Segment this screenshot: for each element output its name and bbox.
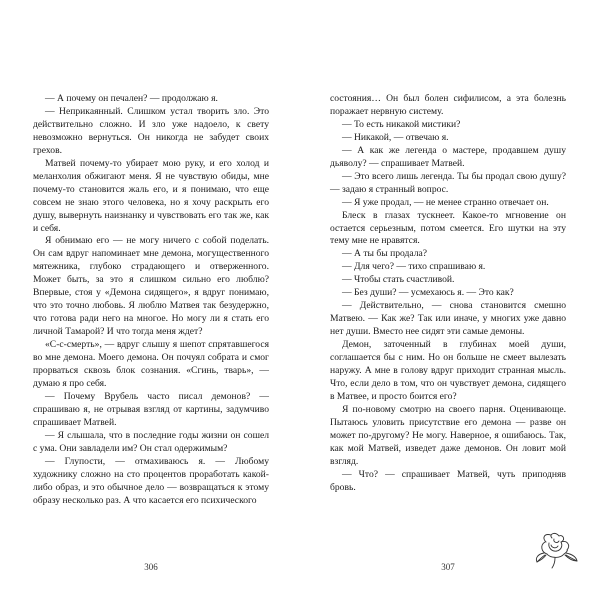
left-page-number: 306	[144, 562, 158, 572]
paragraph: — Я уже продал, — не менее странно отвечает он.	[342, 196, 549, 208]
right-text-column	[330, 93, 566, 495]
paragraph: — А ты бы продала?	[342, 248, 428, 260]
paragraph: — Я слышала, что в последние годы жизни он сошел с ума. Они завладели им? Он стал одержимым?	[33, 429, 269, 454]
right-page-number: 307	[441, 562, 455, 572]
paragraph: Блеск в глазах тускнеет. Какое-то мгновение он остается серьезным, потом смеется. Его шутки на эту тему мне не нравятся.	[330, 209, 566, 247]
paragraph: — Чтобы стать счастливой.	[342, 274, 455, 286]
paragraph: — Глупости, — отмахиваюсь я. — Любому художнику сложно на сто процентов проработать какой-либо образ, и это обычное дело — возвращаться к этому образу несколько раз. А что касается его психического	[33, 455, 269, 506]
paragraph: — Никакой, — отвечаю я.	[342, 131, 449, 143]
left-text-column	[33, 93, 269, 508]
paragraph: Я обнимаю его — не могу ничего с собой поделать. Он сам вдруг напоминает мне демона, могущественного мятежника, глубоко страдающего и отверженного. Может быть, за это я слишком сильно его люблю? Впервые, стоя у «Демона сидящего», я вдруг понимаю, что это точно любовь. Я люблю Матвея так безудержно, что готова ради него на многое. Но могу ли я стать его личной Тамарой? И что тогда меня ждет?	[33, 235, 269, 338]
paragraph: — Без души? — усмехаюсь я. — Это как?	[342, 287, 514, 299]
paragraph: Демон, заточенный в глубинах моей души, соглашается бы с ним. Но он больше не смеет вылезать наружу. А мне в голову вдруг приходит странная мысль. Что, если дело в том, что он чувствует демона, сидящего в Матвее, и просто боится его?	[330, 339, 566, 402]
paragraph: — Действительно, — снова становится смешно Матвею. — Как же? Так или иначе, у многих уже давно нет души. Вместо нее сидят эти самые демоны.	[330, 300, 566, 338]
continued-paragraph: состояния… Он был болен сифилисом, а эта болезнь поражает нервную систему.	[330, 93, 566, 117]
paragraph: — Что? — спрашивает Матвей, чуть приподняв бровь.	[330, 468, 566, 493]
rose-icon	[530, 528, 582, 570]
paragraph: Матвей почему-то убирает мою руку, и его холод и меланхолия обжигают меня. Я не чувствую обиды, мне почему-то становится жаль его, и я понимаю, что еще совсем не знаю этого человека, но я хочу раскрыть его душу, вывернуть наизнанку и чувствовать его так же, как и себя.	[33, 157, 269, 234]
right-page	[300, 0, 600, 600]
paragraph: — А как же легенда о мастере, продавшем душу дьяволу? — спрашивает Матвей.	[330, 144, 566, 169]
paragraph: — То есть никакой мистики?	[342, 118, 461, 130]
paragraph: «С-с-смерть», — вдруг слышу я шепот спрятавшегося во мне демона. Моего демона. Он почуял собрата и смог прорваться сквозь блок сознания. «Сгинь, тварь», — думаю я про себя.	[33, 339, 269, 389]
paragraph: — Это всего лишь легенда. Ты бы продал свою душу? — задаю я странный вопрос.	[330, 170, 566, 195]
paragraph: — А почему он печален? — продолжаю я.	[45, 93, 218, 104]
paragraph: — Почему Врубель часто писал демонов? — спрашиваю я, не отрывая взгляд от картины, задумчиво спрашивает Матвей.	[33, 390, 269, 428]
paragraph: — Неприкаянный. Слишком устал творить зло. Это действительно сложно. И зло уже надоело, к свету невозможно вернуться. Он никогда не забудет своих грехов.	[33, 105, 269, 156]
paragraph: — Для чего? — тихо спрашиваю я.	[342, 261, 486, 273]
paragraph: Я по-новому смотрю на своего парня. Оценивающе. Пытаюсь уловить присутствие его демона — разве он может по-другому? Не могу. Наверное, я ошибаюсь. Так, как мой Матвей, изведет даже демонов. Он ловит мой взгляд.	[330, 403, 566, 467]
